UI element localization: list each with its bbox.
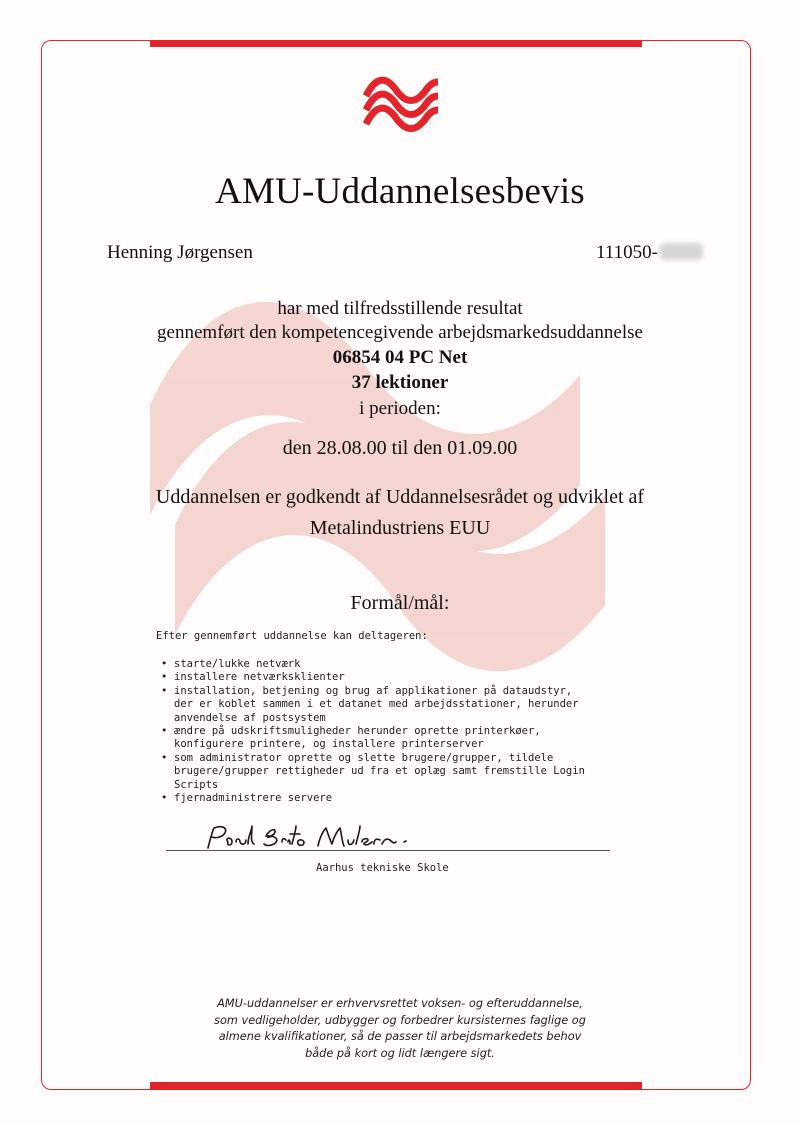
footer-line: almene kvalifikationer, så de passer til arbejdsmarkedets behov (218, 1030, 582, 1044)
result-text: har med tilfredsstillende resultat (277, 298, 523, 319)
approval-text: Uddannelsen er godkendt af Uddannelsesrådet og udviklet af (155, 486, 645, 508)
red-wave-logo-icon (362, 74, 442, 136)
period-dates: den 28.08.00 til den 01.09.00 (282, 437, 518, 459)
footer-line: som vedligeholder, udbygger og forbedrer kursisternes faglige og (214, 1013, 586, 1027)
footer-statement (0, 996, 800, 1062)
objectives-list (161, 658, 585, 805)
wave-watermark-icon (150, 255, 670, 695)
list-item: • installere netværksklienter (161, 671, 585, 684)
school-name: Aarhus tekniske Skole (316, 862, 449, 874)
bottom-red-bar (150, 1082, 642, 1089)
list-item: • ændre på udskriftsmuligheder herunder oprette printerkøer, konfigurere printere, og installere printerserver (161, 725, 585, 752)
list-item: • som administrator oprette og slette brugere/grupper, tildele brugere/grupper rettigheder ud fra et oplæg samt fremstille Login Scripts (161, 752, 585, 792)
completion-text: gennemført den kompetencegivende arbejdsmarkedsuddannelse (157, 322, 643, 343)
footer-line: AMU-uddannelser er erhvervsrettet voksen- og efteruddannelse, (217, 997, 583, 1010)
period-label: i perioden: (359, 398, 441, 419)
recipient-name: Henning Jørgensen (107, 242, 253, 263)
list-item: • fjernadministrere servere (161, 792, 585, 805)
objectives-intro: Efter gennemført uddannelse kan deltageren: (156, 630, 428, 642)
certificate-title: AMU-Uddannelsesbevis (215, 171, 585, 212)
list-item: • starte/lukke netværk (161, 658, 585, 671)
footer-line: både på kort og lidt længere sigt. (305, 1046, 495, 1060)
top-red-bar (150, 40, 642, 47)
objectives-heading: Formål/mål: (350, 592, 450, 614)
redacted-id-blur (659, 243, 703, 260)
course-code: 06854 04 PC Net (332, 347, 468, 368)
lesson-count: 37 lektioner (351, 372, 449, 393)
id-prefix: 111050- (596, 242, 658, 263)
developer-name: Metalindustriens EUU (309, 517, 491, 539)
recipient-id (596, 242, 703, 264)
signature-line (166, 850, 610, 851)
list-item: • installation, betjening og brug af applikationer på dataudstyr, der er koblet sammen i et datanet med arbejdsstationer, herunder anvendelse af postsystem (161, 685, 585, 725)
